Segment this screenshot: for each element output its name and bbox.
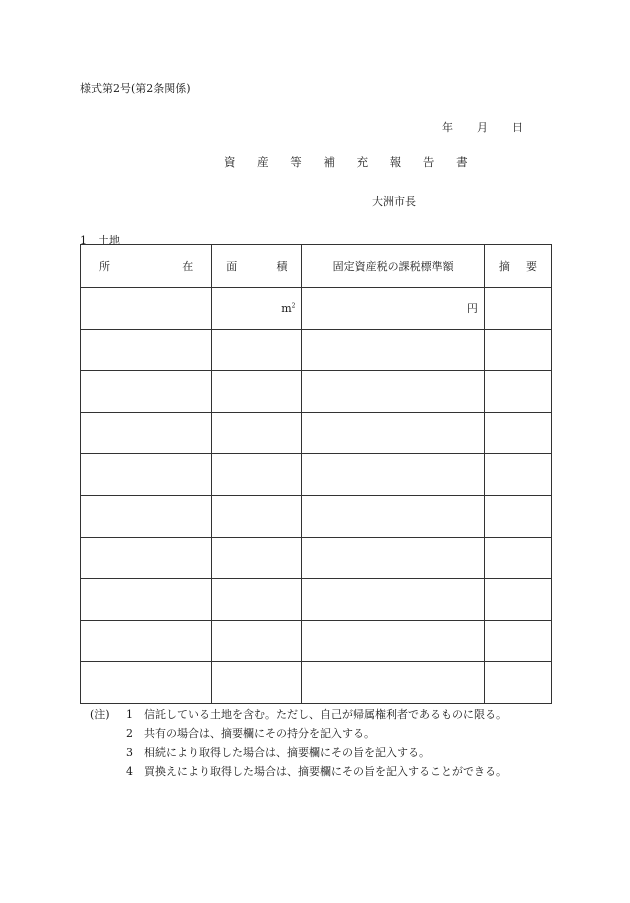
cell-remarks[interactable] [484,412,551,454]
cell-assessed-value[interactable] [302,412,484,454]
cell-location[interactable] [81,579,212,621]
table-row [81,537,552,579]
cell-remarks[interactable] [484,537,551,579]
table-row [81,620,552,662]
cell-assessed-value[interactable] [302,288,484,330]
section-title: 1 土地 [80,234,120,247]
document-title: 資 産 等 補 充 報 告 書 [224,155,477,169]
addressee: 大洲市長 [372,195,416,208]
area-unit: $m^2$ [281,301,296,315]
cell-remarks[interactable] [484,371,551,413]
cell-location[interactable] [81,537,212,579]
header-remarks: 摘 要 [484,245,551,288]
cell-assessed-value[interactable] [302,662,484,704]
cell-remarks[interactable] [484,579,551,621]
header-area: 面 積 [212,245,302,288]
cell-area[interactable] [212,620,302,662]
cell-area[interactable] [212,537,302,579]
table-row [81,454,552,496]
note-item [90,724,507,743]
cell-location[interactable] [81,329,212,371]
cell-remarks[interactable] [484,662,551,704]
table-row [81,371,552,413]
table-row [81,329,552,371]
note-text: 信託している土地を含む。ただし、自己が帰属権利者であるものに限る。 [144,708,507,721]
cell-remarks[interactable] [484,454,551,496]
cell-area[interactable] [212,371,302,413]
cell-location[interactable] [81,288,212,330]
cell-remarks[interactable] [484,495,551,537]
cell-location[interactable] [81,662,212,704]
table-row [81,495,552,537]
cell-assessed-value[interactable] [302,329,484,371]
cell-assessed-value[interactable] [302,579,484,621]
cell-area[interactable] [212,288,302,330]
land-table [80,244,552,704]
cell-area[interactable] [212,329,302,371]
cell-assessed-value[interactable] [302,454,484,496]
note-text: 相続により取得した場合は、摘要欄にその旨を記入する。 [144,746,430,759]
cell-assessed-value[interactable] [302,620,484,662]
cell-location[interactable] [81,454,212,496]
cell-area[interactable] [212,412,302,454]
note-text: 買換えにより取得した場合は、摘要欄にその旨を記入することができる。 [144,765,507,778]
cell-assessed-value[interactable] [302,537,484,579]
cell-area[interactable] [212,454,302,496]
table-row [81,579,552,621]
date-month-label: 月 [477,121,488,134]
table-row [81,288,552,330]
table-header-row [81,245,552,288]
note-item [90,743,507,762]
cell-location[interactable] [81,371,212,413]
cell-location[interactable] [81,412,212,454]
note-number: 1 [126,708,133,721]
date-line [442,119,523,135]
cell-remarks[interactable] [484,620,551,662]
table-row [81,662,552,704]
cell-area[interactable] [212,579,302,621]
cell-location[interactable] [81,620,212,662]
note-number: 2 [126,727,133,740]
table-row [81,412,552,454]
note-item [90,762,507,781]
notes [90,705,507,781]
header-location: 所 在 [81,245,212,288]
date-year-label: 年 [442,121,453,134]
cell-location[interactable] [81,495,212,537]
form-number: 様式第2号(第2条関係) [80,82,191,95]
cell-remarks[interactable] [484,329,551,371]
note-item [90,705,507,724]
note-number: 4 [126,765,133,778]
header-assessed-value: 固定資産税の課税標準額 [302,245,484,288]
notes-label: (注) [90,708,110,721]
date-day-label: 日 [512,121,523,134]
cell-remarks[interactable] [484,288,551,330]
cell-area[interactable] [212,495,302,537]
note-text: 共有の場合は、摘要欄にその持分を記入する。 [144,727,375,740]
cell-assessed-value[interactable] [302,495,484,537]
cell-assessed-value[interactable] [302,371,484,413]
note-number: 3 [126,746,133,759]
value-unit: 円 [466,302,478,316]
cell-area[interactable] [212,662,302,704]
